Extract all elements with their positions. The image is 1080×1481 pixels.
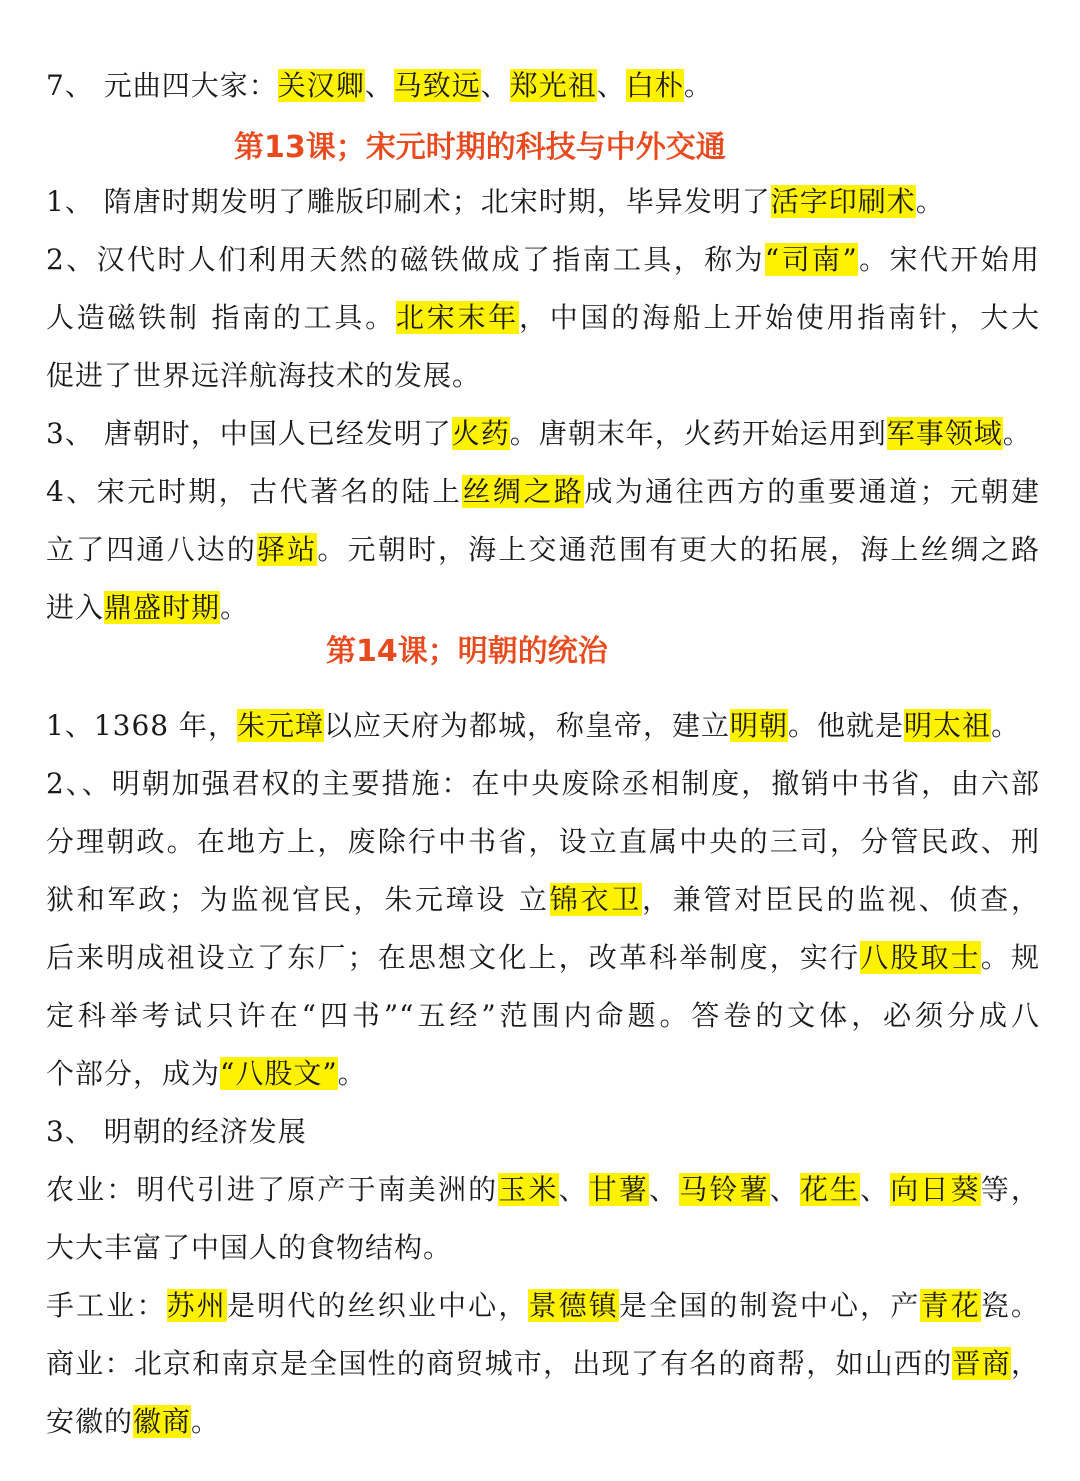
text-segment: 。 bbox=[915, 185, 945, 218]
highlighted-answer: 向日葵 bbox=[890, 1173, 981, 1206]
text-segment: 。规 bbox=[980, 941, 1040, 974]
text-segment: 、 bbox=[364, 69, 394, 102]
text-line bbox=[46, 822, 1040, 862]
highlighted-answer: 玉米 bbox=[498, 1173, 559, 1206]
highlighted-answer: 马致远 bbox=[393, 69, 481, 102]
text-segment: 。唐朝末年，火药开始运用到 bbox=[509, 417, 887, 450]
highlighted-answer: 八股取士 bbox=[860, 941, 981, 974]
text-segment: 农业：明代引进了原产于南美洲的 bbox=[46, 1173, 499, 1206]
highlighted-answer: 徽商 bbox=[133, 1405, 192, 1438]
text-segment: 以应天府为都城，称皇帝，建立 bbox=[324, 709, 731, 742]
text-line bbox=[46, 1402, 1040, 1442]
text-line bbox=[46, 66, 1040, 106]
text-line bbox=[46, 182, 1040, 222]
text-segment: 。 bbox=[337, 1057, 367, 1090]
text-line bbox=[46, 1054, 1040, 1094]
highlighted-answer: 白朴 bbox=[625, 69, 684, 102]
highlighted-answer: 马铃薯 bbox=[679, 1173, 770, 1206]
text-segment: 1、1368 年， bbox=[46, 709, 237, 742]
text-segment: 促进了世界远洋航海技术的发展。 bbox=[46, 359, 482, 392]
text-segment: 人造磁铁制 指南的工具。 bbox=[46, 301, 396, 334]
highlighted-answer: 活字印刷术 bbox=[770, 185, 916, 218]
highlighted-answer: 关汉卿 bbox=[277, 69, 365, 102]
highlighted-answer: 苏州 bbox=[166, 1289, 227, 1322]
text-segment: 个部分，成为 bbox=[46, 1057, 221, 1090]
text-segment: 商业：北京和南京是全国性的商贸城市，出现了有名的商帮，如山西的 bbox=[46, 1347, 953, 1380]
text-segment: 4、宋元时期，古代著名的陆上 bbox=[46, 475, 463, 508]
text-segment: 。元朝时，海上交通范围有更大的拓展，海上丝绸之路 bbox=[317, 533, 1040, 566]
text-segment: 7、 元曲四大家： bbox=[46, 69, 278, 102]
highlighted-answer: 明朝 bbox=[730, 709, 789, 742]
text-line bbox=[46, 1228, 1040, 1268]
text-segment: 安徽的 bbox=[46, 1405, 134, 1438]
highlighted-answer: 青花 bbox=[920, 1289, 981, 1322]
text-segment: 是明代的丝织业中心， bbox=[226, 1289, 529, 1322]
text-segment: 大大丰富了中国人的食物结构。 bbox=[46, 1231, 453, 1264]
text-line bbox=[46, 1170, 1040, 1210]
text-segment: 定科举考试只许在“四书”“五经”范围内命题。答卷的文体，必须分成八 bbox=[46, 999, 1040, 1032]
text-line bbox=[46, 472, 1040, 512]
text-segment: 2、汉代时人们利用天然的磁铁做成了指南工具，称为 bbox=[46, 243, 765, 276]
text-segment: 、 bbox=[480, 69, 510, 102]
text-segment: 、 bbox=[649, 1173, 680, 1206]
text-segment: 、 bbox=[596, 69, 626, 102]
text-segment: ，中国的海船上开始使用指南针，大大 bbox=[518, 301, 1040, 334]
highlighted-answer: 丝绸之路 bbox=[462, 475, 585, 508]
highlighted-answer: 驿站 bbox=[257, 533, 318, 566]
lesson-13-heading: 第13课；宋元时期的科技与中外交通 bbox=[234, 130, 726, 165]
highlighted-answer: 朱元璋 bbox=[236, 709, 324, 742]
text-segment: 。他就是 bbox=[788, 709, 905, 742]
lesson-14-heading: 第14课；明朝的统治 bbox=[326, 634, 608, 669]
text-line bbox=[46, 298, 1040, 338]
text-segment: 、 bbox=[769, 1173, 800, 1206]
text-line bbox=[46, 240, 1040, 280]
text-segment: ， bbox=[1010, 1347, 1040, 1380]
text-segment: 分理朝政。在地方上，废除行中书省，设立直属中央的三司，分管民政、刑 bbox=[46, 825, 1040, 858]
text-segment: 。 bbox=[191, 1405, 221, 1438]
highlighted-answer: 甘薯 bbox=[588, 1173, 650, 1206]
text-segment: ，兼管对臣民的监视、侦查， bbox=[641, 883, 1040, 916]
text-segment: 、 bbox=[558, 1173, 589, 1206]
text-line bbox=[46, 996, 1040, 1036]
text-segment: 狱和军政；为监视官民，朱元璋设 立 bbox=[46, 883, 550, 916]
highlighted-answer: 军事领域 bbox=[886, 417, 1003, 450]
text-line bbox=[46, 530, 1040, 570]
text-line bbox=[46, 414, 1040, 454]
highlighted-answer: “司南” bbox=[764, 243, 858, 276]
highlighted-answer: 花生 bbox=[799, 1173, 861, 1206]
text-segment: 。 bbox=[991, 709, 1021, 742]
highlighted-answer: 火药 bbox=[451, 417, 510, 450]
text-line bbox=[46, 1286, 1040, 1326]
text-segment: 。 bbox=[1002, 417, 1032, 450]
text-segment: 3、 唐朝时，中国人已经发明了 bbox=[46, 417, 452, 450]
text-line bbox=[46, 1344, 1040, 1384]
text-segment: 瓷。 bbox=[980, 1289, 1040, 1322]
text-segment: 。 bbox=[220, 591, 250, 624]
text-segment: 是全国的制瓷中心，产 bbox=[618, 1289, 921, 1322]
text-line bbox=[46, 588, 1040, 628]
highlighted-answer: 明太祖 bbox=[904, 709, 992, 742]
text-segment: 。宋代开始用 bbox=[857, 243, 1040, 276]
text-segment: 1、 隋唐时期发明了雕版印刷术；北宋时期，毕异发明了 bbox=[46, 185, 771, 218]
text-line bbox=[46, 356, 1040, 396]
text-line bbox=[46, 938, 1040, 978]
highlighted-answer: 景德镇 bbox=[528, 1289, 619, 1322]
highlighted-answer: 晋商 bbox=[952, 1347, 1011, 1380]
text-line bbox=[46, 880, 1040, 920]
text-segment: 手工业： bbox=[46, 1289, 167, 1322]
highlighted-answer: “八股文” bbox=[220, 1057, 338, 1090]
text-segment: 进入 bbox=[46, 591, 105, 624]
text-segment: 。 bbox=[683, 69, 713, 102]
text-line bbox=[46, 1112, 1040, 1152]
text-segment: 成为通往西方的重要通道；元朝建 bbox=[584, 475, 1040, 508]
text-segment: 立了四通八达的 bbox=[46, 533, 258, 566]
text-segment: 3、 明朝的经济发展 bbox=[46, 1115, 307, 1148]
text-segment: 、 bbox=[860, 1173, 891, 1206]
text-segment: 后来明成祖设立了东厂；在思想文化上，改革科举制度，实行 bbox=[46, 941, 861, 974]
highlighted-answer: 郑光祖 bbox=[509, 69, 597, 102]
highlighted-answer: 北宋末年 bbox=[395, 301, 519, 334]
highlighted-answer: 锦衣卫 bbox=[549, 883, 642, 916]
text-line bbox=[46, 706, 1040, 746]
text-line bbox=[46, 764, 1040, 804]
text-segment: 2、、明朝加强君权的主要措施：在中央废除丞相制度，撤销中书省，由六部 bbox=[46, 767, 1040, 800]
highlighted-answer: 鼎盛时期 bbox=[104, 591, 221, 624]
text-segment: 等， bbox=[980, 1173, 1040, 1206]
